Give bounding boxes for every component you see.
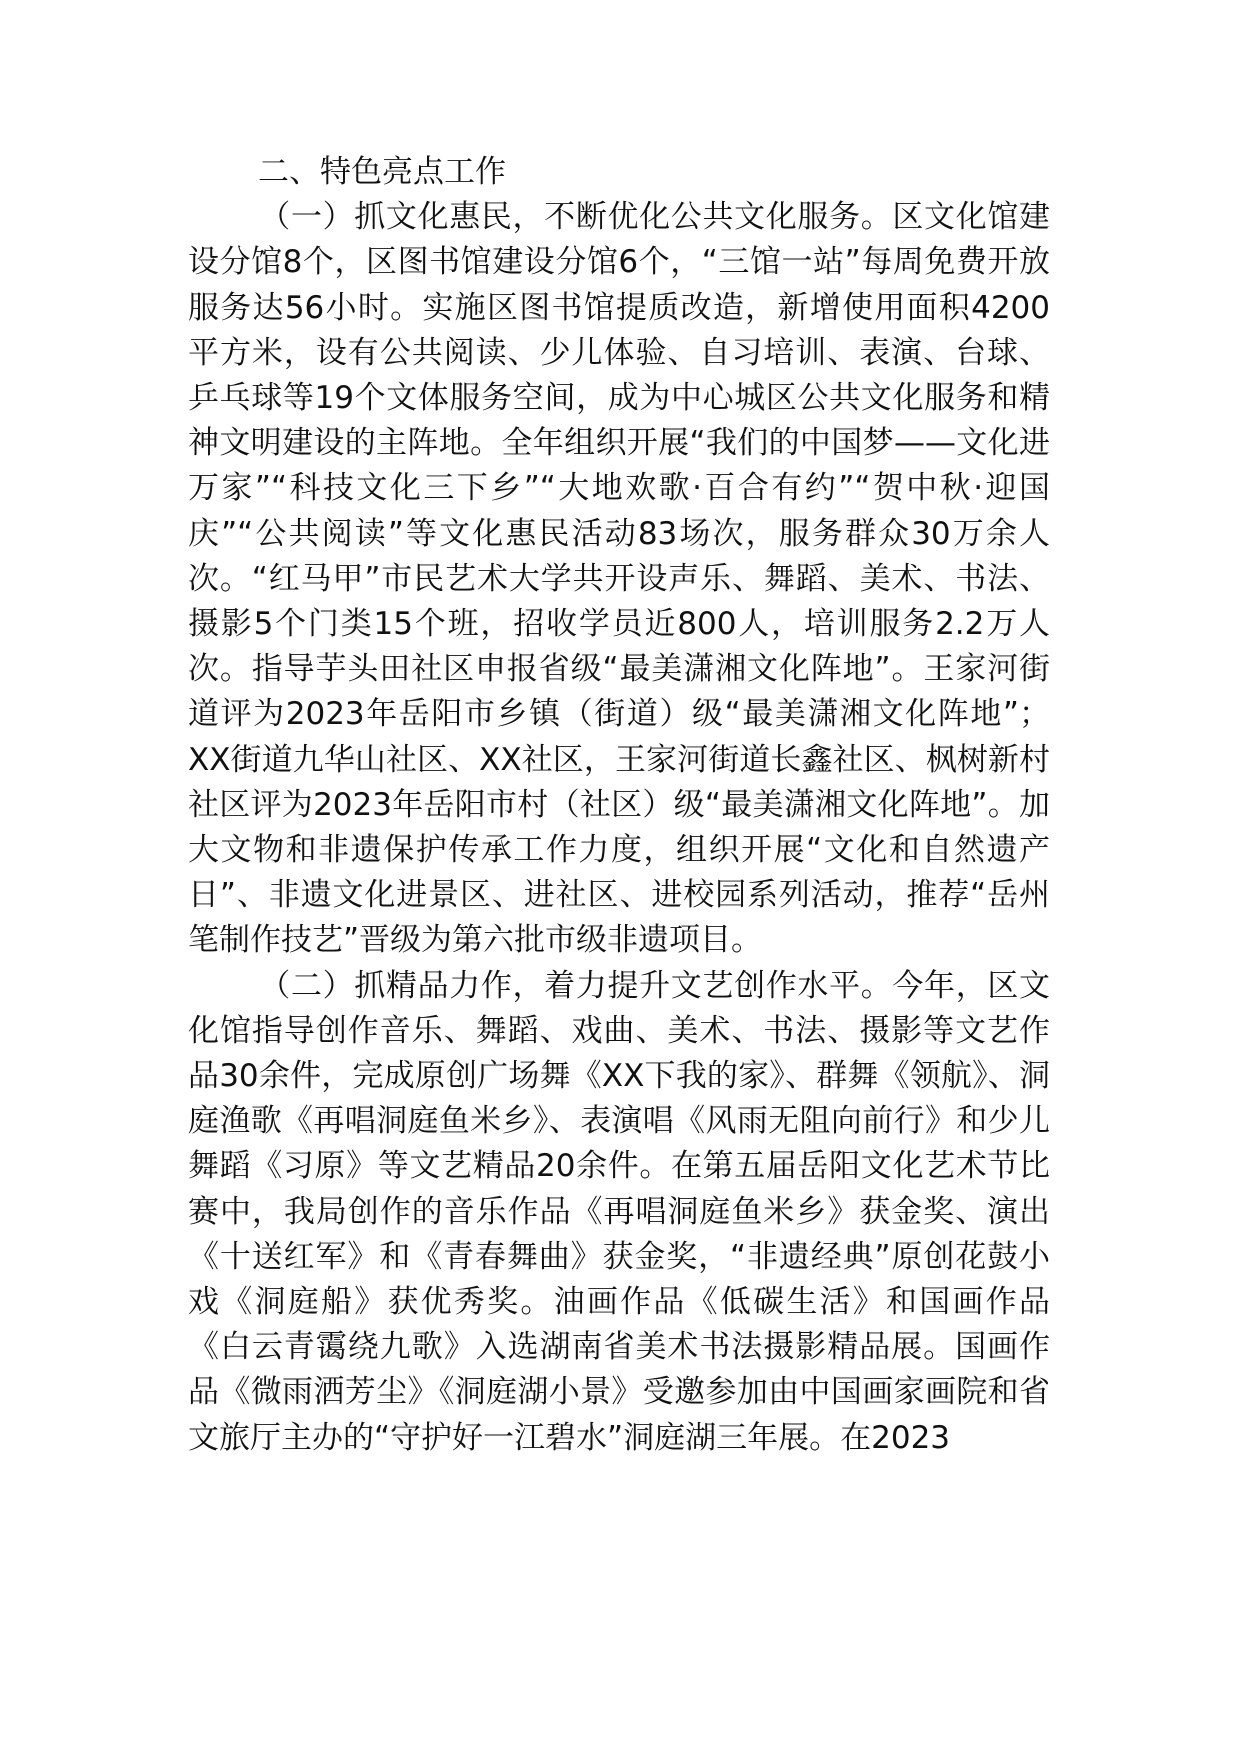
paragraph-cultural-services: （一）抓文化惠民，不断优化公共文化服务。区文化馆建设分馆8个，区图书馆建设分馆6个，“三馆一站”每周免费开放服务达56小时。实施区图书馆提质改造，新增使用面积4200平方米，设有公共阅读、少儿体验、自习培训、表演、台球、乒乓球等19个文体服务空间，成为中心城区公共文化服务和精神文明建设的主阵地。全年组织开展“我们的中国梦——文化进万家”“科技文化三下乡”“大地欢歌·百合有约”“贺中秋·迎国庆”“公共阅读”等文化惠民活动83场次，服务群众30万余人次。“红马甲”市民艺术大学共开设声乐、舞蹈、美术、书法、摄影5个门类15个班，招收学员近800人，培训服务2.2万人次。指导芋头田社区申报省级“最美潇湘文化阵地”。王家河街道评为2023年岳阳市乡镇（街道）级“最美潇湘文化阵地”；XX街道九华山社区、XX社区，王家河街道长鑫社区、枫树新村社区评为2023年岳阳市村（社区）级“最美潇湘文化阵地”。加大文物和非遗保护传承工作力度，组织开展“文化和自然遗产日”、非遗文化进景区、进社区、进校园系列活动，推荐“岳州笔制作技艺”晋级为第六批市级非遗项目。	[188, 199, 1050, 959]
section-heading: 二、特色亮点工作	[258, 154, 506, 190]
paragraph-art-creation: （二）抓精品力作，着力提升文艺创作水平。今年，区文化馆指导创作音乐、舞蹈、戏曲、美术、书法、摄影等文艺作品30余件，完成原创广场舞《XX下我的家》、群舞《领航》、洞庭渔歌《再唱洞庭鱼米乡》、表演唱《风雨无阻向前行》和少儿舞蹈《习原》等文艺精品20余件。在第五届岳阳文化艺术节比赛中，我局创作的音乐作品《再唱洞庭鱼米乡》获金奖、演出《十送红军》和《青春舞曲》获金奖，“非遗经典”原创花鼓小戏《洞庭船》获优秀奖。油画作品《低碳生活》和国画作品《白云青霭绕九歌》入选湖南省美术书法摄影精品展。国画作品《微雨洒芳尘》《洞庭湖小景》受邀参加由中国画家画院和省文旅厅主办的“守护好一江碧水”洞庭湖三年展。在2023	[188, 967, 1050, 1456]
document-body	[188, 150, 1050, 1461]
